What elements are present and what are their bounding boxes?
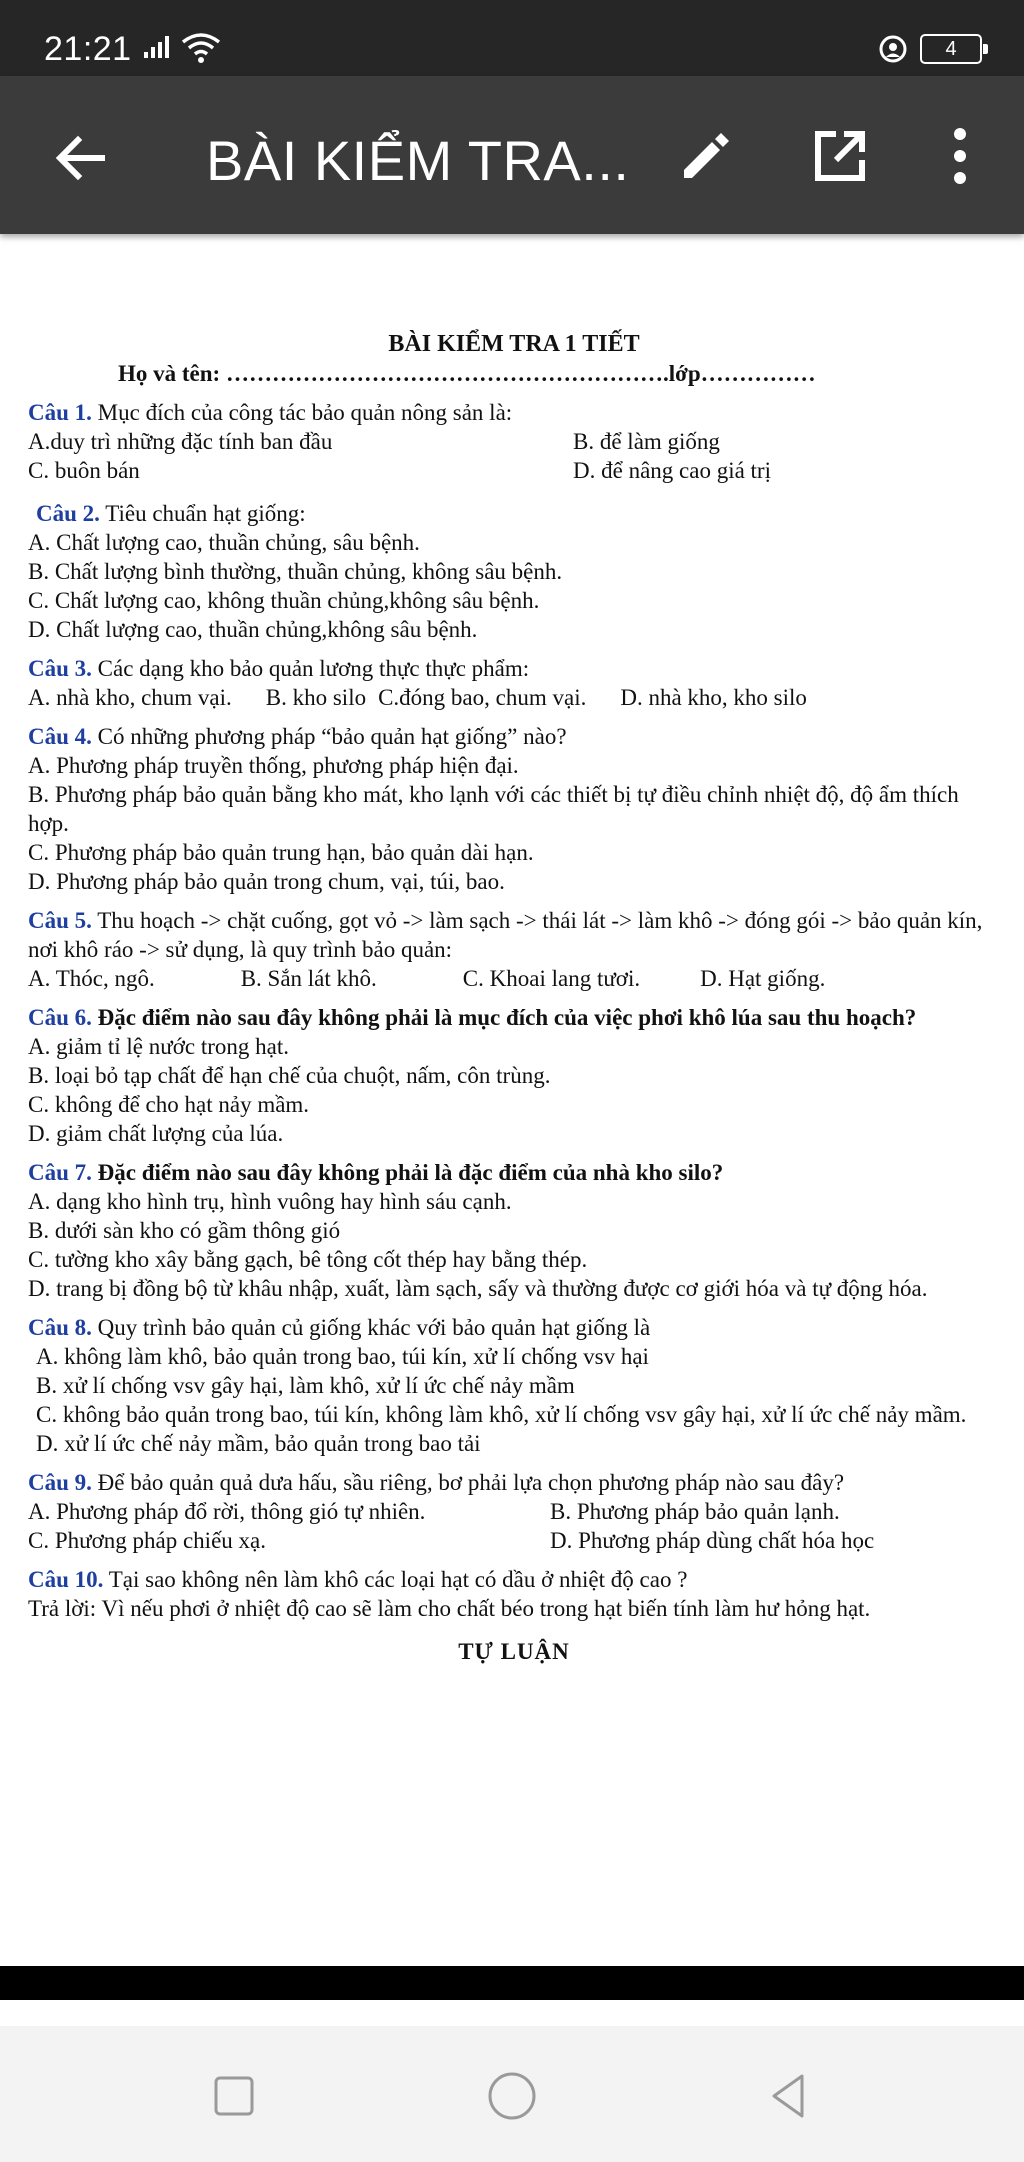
- option-c: C. không bảo quản trong bao, túi kín, không làm khô, xử lí chống vsv gây hại, xử lí ức chế nảy mầm.: [36, 1402, 967, 1427]
- question-number: Câu 7.: [28, 1160, 92, 1185]
- answer-text: Trả lời: Vì nếu phơi ở nhiệt độ cao sẽ làm cho chất béo trong hạt biến tính làm hư hỏng hạt.: [28, 1596, 871, 1621]
- question-stem: Đặc điểm nào sau đây không phải là đặc điểm của nhà kho silo?: [97, 1160, 724, 1185]
- question-stem: Để bảo quản quả dưa hấu, sầu riêng, bơ phải lựa chọn phương pháp nào sau đây?: [97, 1470, 845, 1495]
- option-c: C. Chất lượng cao, không thuần chủng,không sâu bệnh.: [28, 588, 540, 613]
- option-b: B. Phương pháp bảo quản bằng kho mát, kho lạnh với các thiết bị tự điều chỉnh nhiệt độ, độ ẩm thích hợp.: [28, 782, 959, 836]
- back-nav-icon[interactable]: [760, 2066, 820, 2126]
- question-5: [28, 906, 1000, 993]
- question-10: [28, 1565, 1000, 1623]
- document-title: BÀI KIỂM TRA...: [206, 129, 630, 192]
- section-heading: TỰ LUẬN: [458, 1639, 570, 1664]
- option-b: B. loại bỏ tạp chất để hạn chế của chuột, nấm, côn trùng.: [28, 1063, 551, 1088]
- option-a: A. không làm khô, bảo quản trong bao, túi kín, xử lí chống vsv hại: [36, 1344, 649, 1369]
- option-b: B. Phương pháp bảo quản lạnh.: [550, 1499, 840, 1524]
- option-c: C. không để cho hạt nảy mầm.: [28, 1092, 310, 1117]
- question-number: Câu 5.: [28, 908, 92, 933]
- signal-icon: [142, 34, 172, 60]
- option-c: C.đóng bao, chum vại.: [378, 685, 587, 710]
- question-3: [28, 654, 1000, 712]
- option-a: A. Phương pháp đổ rời, thông gió tự nhiên.: [28, 1499, 426, 1524]
- back-arrow-icon[interactable]: [48, 126, 112, 190]
- option-b: B. để làm giống: [573, 429, 720, 454]
- question-number: Câu 9.: [28, 1470, 92, 1495]
- question-number: Câu 4.: [28, 724, 92, 749]
- test-title: BÀI KIỂM TRA 1 TIẾT: [388, 331, 640, 357]
- option-b: B. dưới sàn kho có gầm thông gió: [28, 1218, 341, 1243]
- wifi-icon: [180, 32, 222, 64]
- option-c: C. Khoai lang tươi.: [462, 966, 641, 991]
- question-stem: Mục đích của công tác bảo quản nông sản là:: [97, 400, 513, 425]
- question-6: [28, 1003, 1000, 1148]
- option-a: A. Thóc, ngô.: [28, 966, 155, 991]
- question-number: Câu 6.: [28, 1005, 92, 1030]
- option-d: D. để nâng cao giá trị: [573, 458, 771, 483]
- question-8: [28, 1313, 1000, 1458]
- option-a: A. nhà kho, chum vại.: [28, 685, 232, 710]
- page-divider: [0, 1966, 1024, 2000]
- option-a: A. Chất lượng cao, thuần chủng, sâu bệnh.: [28, 530, 420, 555]
- question-7: [28, 1158, 1000, 1303]
- option-c: C. Phương pháp bảo quản trung hạn, bảo quản dài hạn.: [28, 840, 534, 865]
- question-stem: Có những phương pháp “bảo quản hạt giống” nào?: [97, 724, 567, 749]
- option-c: C. buôn bán: [28, 458, 140, 483]
- option-c: C. tường kho xây bằng gạch, bê tông cốt thép hay bằng thép.: [28, 1247, 588, 1272]
- option-a: A. Phương pháp truyền thống, phương pháp hiện đại.: [28, 753, 519, 778]
- recent-apps-icon[interactable]: [204, 2066, 264, 2126]
- name-class-line: Họ và tên: ………………………………………………….lớp……………: [118, 361, 816, 386]
- option-d: D. giảm chất lượng của lúa.: [28, 1121, 284, 1146]
- status-time: 21:21: [44, 30, 132, 68]
- option-b: B. xử lí chống vsv gây hại, làm khô, xử lí ức chế nảy mầm: [36, 1373, 575, 1398]
- option-d: D. Chất lượng cao, thuần chủng,không sâu bệnh.: [28, 617, 478, 642]
- question-4: [28, 722, 1000, 896]
- question-number: Câu 2.: [36, 501, 100, 526]
- question-1: [28, 398, 1000, 485]
- question-number: Câu 10.: [28, 1567, 104, 1592]
- battery-icon: [920, 34, 982, 64]
- app-bar: [0, 76, 1024, 234]
- option-a: A.duy trì những đặc tính ban đầu: [28, 429, 333, 454]
- home-icon[interactable]: [482, 2066, 542, 2126]
- sync-icon: [878, 34, 908, 64]
- more-vert-icon[interactable]: [940, 124, 980, 188]
- question-number: Câu 1.: [28, 400, 92, 425]
- document-page: [28, 330, 1000, 1666]
- option-c: C. Phương pháp chiếu xạ.: [28, 1528, 266, 1553]
- question-stem: Đặc điểm nào sau đây không phải là mục đích của việc phơi khô lúa sau thu hoạch?: [97, 1005, 917, 1030]
- question-number: Câu 8.: [28, 1315, 92, 1340]
- option-d: D. trang bị đồng bộ từ khâu nhập, xuất, làm sạch, sấy và thường được cơ giới hóa và tự động hóa.: [28, 1276, 928, 1301]
- option-d: D. nhà kho, kho silo: [620, 685, 807, 710]
- question-stem: Quy trình bảo quản củ giống khác với bảo quản hạt giống là: [97, 1315, 651, 1340]
- option-d: D. Phương pháp bảo quản trong chum, vại, túi, bao.: [28, 869, 505, 894]
- option-d: D. xử lí ức chế nảy mầm, bảo quản trong bao tải: [36, 1431, 481, 1456]
- question-stem: Thu hoạch -> chặt cuống, gọt vỏ -> làm sạch -> thái lát -> làm khô -> đóng gói -> bảo quản kín, nơi khô ráo -> sử dụng, là quy trình bảo quản:: [28, 908, 983, 962]
- open-external-icon[interactable]: [808, 124, 872, 188]
- question-stem: Các dạng kho bảo quản lương thực thực phẩm:: [97, 656, 530, 681]
- status-bar: [0, 0, 1024, 76]
- question-number: Câu 3.: [28, 656, 92, 681]
- option-d: D. Phương pháp dùng chất hóa học: [550, 1528, 875, 1553]
- nav-bar: [0, 2026, 1024, 2162]
- question-9: [28, 1468, 1000, 1555]
- option-d: D. Hạt giống.: [700, 966, 826, 991]
- option-b: B. kho silo: [265, 685, 367, 710]
- option-a: A. dạng kho hình trụ, hình vuông hay hình sáu cạnh.: [28, 1189, 512, 1214]
- question-stem: Tại sao không nên làm khô các loại hạt có dầu ở nhiệt độ cao ?: [108, 1567, 688, 1592]
- option-b: B. Sắn lát khô.: [240, 966, 377, 991]
- battery-level: 4: [945, 38, 957, 60]
- option-b: B. Chất lượng bình thường, thuần chủng, không sâu bệnh.: [28, 559, 563, 584]
- option-a: A. giảm tỉ lệ nước trong hạt.: [28, 1034, 289, 1059]
- question-stem: Tiêu chuẩn hạt giống:: [105, 501, 306, 526]
- question-2: [28, 499, 1000, 644]
- edit-pencil-icon[interactable]: [674, 124, 738, 188]
